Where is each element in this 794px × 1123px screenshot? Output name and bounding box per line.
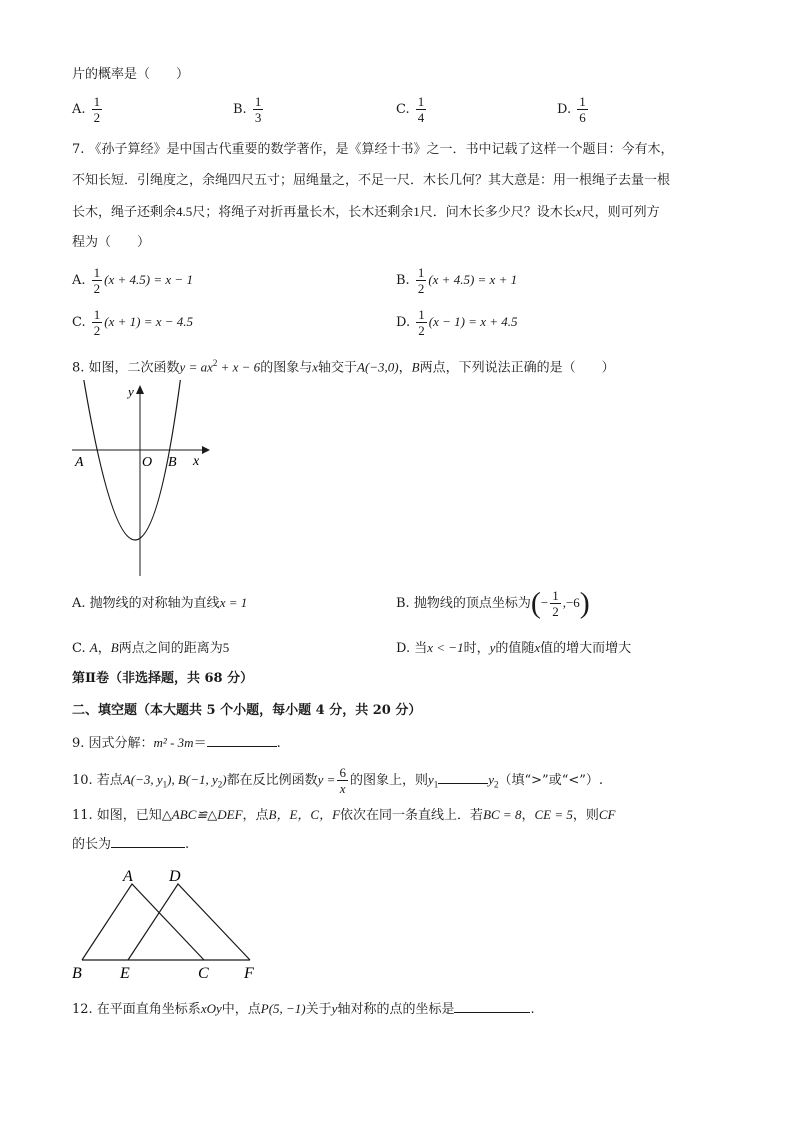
text: ＝ — [193, 736, 207, 751]
text: ， — [521, 808, 535, 823]
math-point: A(−3,0) — [357, 359, 399, 375]
triangle-abc — [82, 884, 204, 960]
text: 当 — [414, 641, 428, 656]
option-letter: B. — [396, 273, 410, 288]
text: 尺，则可列方 — [581, 205, 660, 220]
label-f: F — [244, 965, 254, 982]
text: 尺．问木长多少尺？设木长 — [419, 205, 576, 220]
q12 — [72, 1000, 535, 1019]
text: （填“>”或“<”）. — [498, 773, 604, 788]
text: 都在反比例函数 — [226, 773, 318, 788]
math-var: y — [489, 640, 496, 655]
answer-blank[interactable] — [454, 1012, 530, 1013]
text: 轴对称的点的坐标是 — [337, 1002, 455, 1017]
math-expr: x = 1 — [219, 595, 248, 610]
math-point: A — [89, 640, 98, 655]
text: 的长为 — [72, 837, 112, 852]
right-paren: ) — [579, 586, 590, 620]
option-letter: B. — [233, 102, 247, 117]
math-cf: CF — [598, 807, 616, 822]
math-var: x — [312, 359, 318, 375]
math-expr: (x + 4.5) = x + 1 — [428, 272, 518, 287]
answer-blank[interactable] — [111, 847, 185, 848]
subscript: 1 — [162, 779, 168, 790]
text: 9. 因式分解： — [72, 736, 154, 751]
text: ， — [97, 641, 111, 656]
text: 尺；将绳子对折再量长木，长木还剩余 — [192, 205, 414, 220]
text: 抛物线的顶点坐标为 — [413, 596, 531, 611]
math-point: B — [110, 640, 119, 655]
q7-option-b — [396, 266, 517, 295]
minus-sign: − — [540, 595, 549, 610]
subscript: 2 — [494, 779, 499, 790]
frac-num: 1 — [552, 588, 559, 603]
math-func-rest: + x − 6 — [217, 359, 261, 375]
q9: 9. 因式分解：m² - 3m＝ . — [72, 735, 281, 751]
text: ， — [398, 360, 412, 376]
math-var: y — [488, 772, 495, 787]
option-letter: A. — [72, 596, 86, 611]
x-axis-arrow — [202, 446, 210, 454]
text: 11. 如图，已知 — [72, 808, 162, 823]
math-var: y — [331, 1001, 338, 1016]
text: 轴交于 — [317, 360, 357, 376]
frac-den: 2 — [93, 110, 101, 125]
q6-option-b — [233, 95, 265, 124]
text: 长木，绳子还剩余 — [72, 205, 177, 220]
math-func: y = ax — [179, 359, 213, 375]
frac-num: 1 — [93, 94, 101, 109]
text: 两点，下列说法正确的是（ ） — [419, 360, 615, 376]
text: 12. 在平面直角坐标系 — [72, 1002, 201, 1017]
label-x: x — [193, 454, 200, 469]
text: 两点之间的距离为 — [118, 641, 223, 656]
option-letter: C. — [72, 315, 86, 330]
math-cong: △ABC≌△DEF — [161, 807, 243, 822]
math-ce: CE = 5 — [534, 807, 573, 822]
option-letter: B. — [396, 596, 410, 611]
math-var: y — [427, 772, 434, 787]
frac-num: 1 — [254, 94, 262, 109]
answer-blank[interactable] — [438, 783, 488, 784]
option-letter: C. — [396, 102, 410, 117]
q11-line1 — [72, 806, 616, 825]
triangles-figure — [66, 862, 276, 984]
option-letter: D. — [557, 102, 572, 117]
math-var: x — [534, 640, 541, 655]
q7-line1: 7. 《孙子算经》是中国古代重要的数学著作，是《算经十书》之一．书中记载了这样一个题目：今有木， — [72, 142, 674, 157]
text: 时， — [463, 641, 490, 656]
frac-den: 2 — [93, 323, 101, 338]
frac-num: 1 — [417, 265, 425, 280]
frac-den: 3 — [254, 110, 262, 125]
label-e: E — [120, 965, 130, 982]
q8-option-c — [72, 639, 229, 658]
frac-den: 2 — [552, 604, 559, 619]
q10 — [72, 762, 603, 803]
q8-stem — [72, 354, 615, 377]
math-cond: x < −1 — [427, 640, 464, 655]
q8-option-d — [396, 639, 631, 658]
option-letter: A. — [72, 273, 86, 288]
q6-option-c — [396, 95, 428, 124]
frac-den: 4 — [417, 110, 425, 125]
subscript: 1 — [433, 779, 439, 790]
q7-line2: 不知长短．引绳度之，余绳四尺五寸；屈绳量之，不足一尺．木长几何？其大意是：用一根绳子去量一根 — [72, 173, 671, 188]
frac-num: 1 — [93, 307, 101, 322]
text: . — [185, 837, 190, 852]
math-exponent: 2 — [212, 358, 218, 368]
option-letter: D. — [396, 315, 411, 330]
q8-option-b — [396, 583, 590, 624]
math-point: B — [411, 359, 420, 375]
left-paren: ( — [530, 586, 541, 620]
label-o: O — [142, 455, 153, 470]
math-var: x — [575, 204, 582, 219]
text: 的值随 — [495, 641, 535, 656]
text: 值的增大而增大 — [540, 641, 632, 656]
option-letter: A. — [72, 102, 86, 117]
parabola-curve — [83, 380, 181, 540]
math-point: P(5, −1) — [260, 1001, 306, 1016]
frac-den: 2 — [418, 323, 425, 338]
q7-option-c — [72, 308, 193, 337]
math-points: B，E，C，F — [268, 807, 341, 822]
math-number: 5 — [222, 640, 230, 655]
text: 关于 — [305, 1002, 332, 1017]
label-a: A — [123, 868, 133, 885]
text: ，则 — [572, 808, 599, 823]
section-2-title: 第Ⅱ卷（非选择题，共 68 分） — [72, 671, 254, 686]
frac-den: 2 — [417, 281, 425, 296]
math-number: 1 — [413, 204, 420, 219]
q7-line3 — [72, 203, 660, 222]
label-c: C — [198, 965, 209, 982]
math-number: 4.5 — [176, 204, 193, 219]
math-point-b: ), B(−1, y — [167, 772, 218, 787]
q6-option-d — [557, 95, 590, 124]
math-expr: (x + 4.5) = x − 1 — [104, 272, 193, 287]
frac-num: 1 — [579, 94, 586, 109]
frac-num: 6 — [339, 765, 346, 780]
frac-num: 1 — [417, 94, 425, 109]
q8-option-a — [72, 594, 247, 613]
math-expr: (x − 1) = x + 4.5 — [428, 314, 518, 329]
part-2-title: 二、填空题（本大题共 5 个小题，每小题 4 分，共 20 分） — [72, 703, 422, 718]
math-paren: ) — [222, 772, 227, 787]
frac-den: 6 — [579, 110, 586, 125]
frac-num: 1 — [418, 307, 425, 322]
label-d: D — [169, 868, 181, 885]
math-point-a: A(−3, y — [122, 772, 163, 787]
text: 的图象上，则 — [349, 773, 428, 788]
triangle-def — [128, 884, 250, 960]
label-y: y — [128, 384, 134, 399]
text: ，点 — [242, 808, 269, 823]
parabola-graph — [68, 380, 218, 580]
frac-num: 1 — [93, 265, 101, 280]
text: 10. 若点 — [72, 773, 123, 788]
label-b: B — [168, 455, 177, 470]
q6-option-a — [72, 95, 104, 124]
math-expr: (x + 1) = x − 4.5 — [104, 314, 194, 329]
math-expr: ,−6 — [562, 595, 580, 610]
q7-line4: 程为（ ） — [72, 235, 151, 250]
label-a: A — [75, 455, 84, 470]
text: 的图象与 — [260, 360, 313, 376]
frac-den: x — [339, 781, 346, 796]
text: 中，点 — [221, 1002, 261, 1017]
math-system: xOy — [200, 1001, 222, 1016]
text: 依次在同一条直线上．若 — [340, 808, 484, 823]
frac-den: 2 — [93, 281, 101, 296]
text: . — [530, 1002, 535, 1017]
math-func-lhs: y = — [317, 772, 336, 787]
text: 8. 如图，二次函数 — [72, 360, 180, 376]
q7-option-a — [72, 266, 193, 295]
option-letter: D. — [396, 641, 411, 656]
subscript: 2 — [217, 779, 223, 790]
q6-stem-tail: 片的概率是（ ） — [72, 67, 190, 82]
option-letter: C. — [72, 641, 86, 656]
math-expr: m² - 3m — [153, 735, 194, 750]
q11-line2 — [72, 836, 189, 854]
answer-blank[interactable] — [207, 746, 277, 747]
q7-option-d — [396, 308, 518, 337]
math-bc: BC = 8 — [483, 807, 522, 822]
y-axis-arrow — [136, 385, 144, 394]
label-b: B — [72, 965, 82, 982]
text: 抛物线的对称轴为直线 — [89, 596, 220, 611]
